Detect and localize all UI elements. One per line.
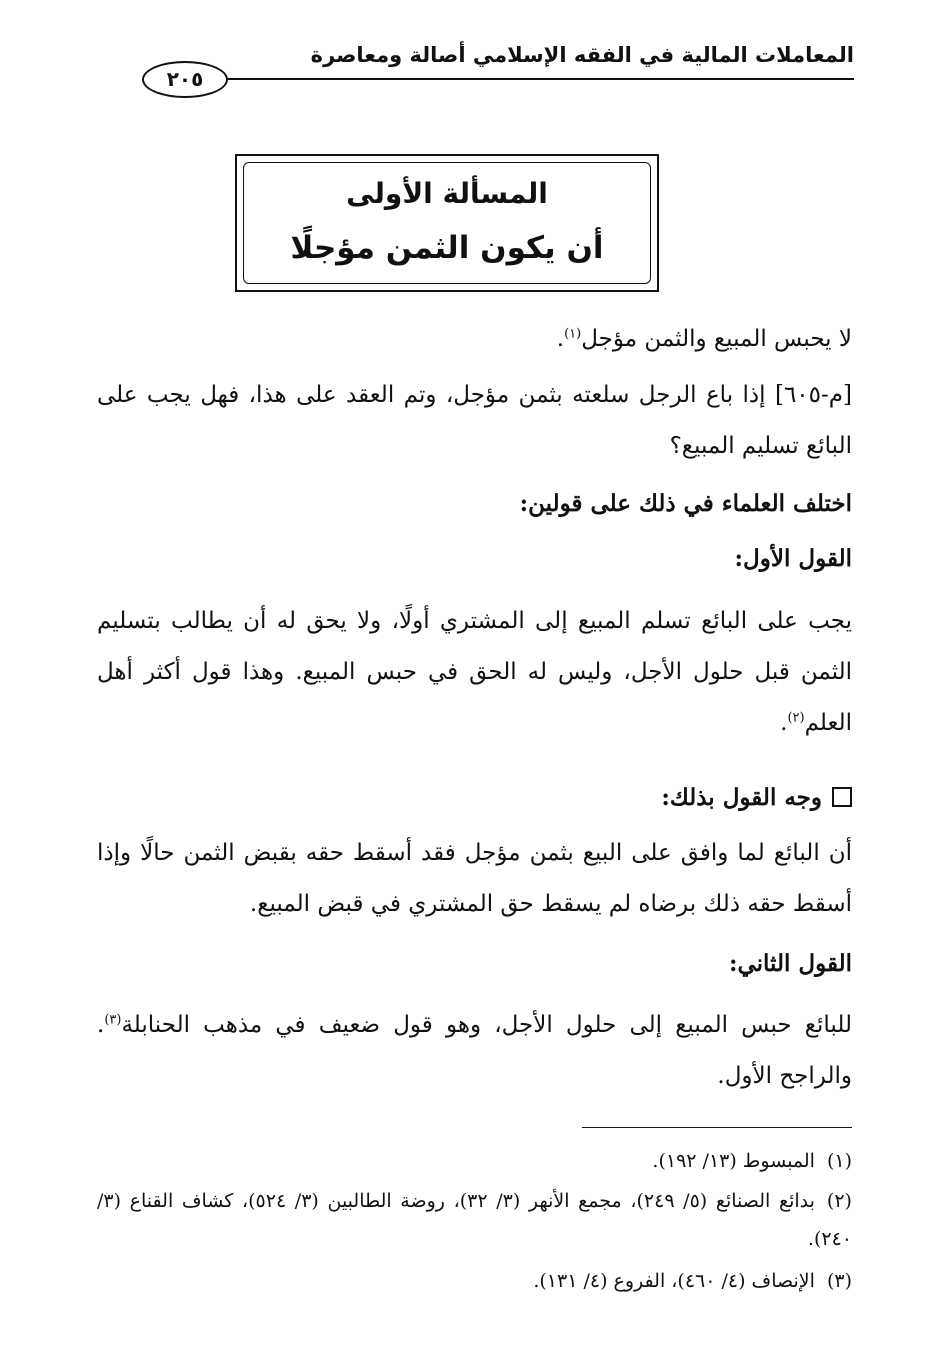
footnote-ref-1: (١) xyxy=(564,326,582,342)
paragraph-4-text: يجب على البائع تسلم المبيع إلى المشتري أولًا، ولا يحق له أن يطالب بتسليم الثمن قبل حلول الأجل، وليس له الحق في حبس المبيع. وهذا قول أكثر أهل العلم xyxy=(97,608,852,736)
paragraph-2: [م-٦٠٥] إذا باع الرجل سلعته بثمن مؤجل، وتم العقد على هذا، فهل يجب على البائع تسليم المبيع؟ xyxy=(97,382,853,459)
footnote-ref-3: (٣) xyxy=(104,1012,122,1028)
footnote-2 xyxy=(97,1182,852,1258)
paragraph-6 xyxy=(97,1000,852,1102)
paragraph-3: اختلف العلماء في ذلك على قولين: xyxy=(519,490,852,517)
paragraph-6-end: . والراجح الأول. xyxy=(97,1012,852,1089)
paragraph-4 xyxy=(97,596,852,749)
paragraph-5: أن البائع لما وافق على البيع بثمن مؤجل فقد أسقط حقه بقبض الثمن حالًا وإذا أسقط حقه ذلك برضاه لم يسقط حق المشتري في قبض المبيع. xyxy=(97,840,852,917)
heading-first-opinion: القول الأول: xyxy=(734,545,852,572)
paragraph-4-end: . xyxy=(780,710,788,736)
paragraph-1-text: لا يحبس المبيع والثمن مؤجل xyxy=(581,326,852,352)
footnote-number: (٣) xyxy=(826,1270,852,1292)
footnote-text: المبسوط (١٣/ ١٩٢). xyxy=(652,1150,815,1172)
heading-second-opinion: القول الثاني: xyxy=(728,950,852,977)
footnote-3 xyxy=(97,1262,852,1300)
paragraph-1 xyxy=(97,314,852,365)
footnote-rule xyxy=(582,1127,852,1128)
footnote-text: بدائع الصنائع (٥/ ٢٤٩)، مجمع الأنهر (٣/ ٣٢)، روضة الطالبين (٣/ ٥٢٤)، كشاف القناع (٣/ ٢٤٠). xyxy=(97,1190,852,1250)
heading-reasoning xyxy=(97,772,852,823)
issue-title: المسألة الأولى xyxy=(346,177,548,210)
page-number: ٢٠٥ xyxy=(142,61,228,98)
running-title: المعاملات المالية في الفقه الإسلامي أصالة ومعاصرة xyxy=(310,43,854,67)
footnote-ref-2: (٢) xyxy=(787,710,805,726)
issue-subtitle: أن يكون الثمن مؤجلًا xyxy=(290,230,604,266)
footnote-number: (١) xyxy=(826,1150,852,1172)
paragraph-6-text: للبائع حبس المبيع إلى حلول الأجل، وهو قول ضعيف في مذهب الحنابلة xyxy=(121,1012,852,1038)
heading-reasoning-text: وجه القول بذلك: xyxy=(661,784,822,811)
paragraph-1-end: . xyxy=(556,326,565,352)
footnote-text: الإنصاف (٤/ ٤٦٠)، الفروع (٤/ ١٣١). xyxy=(533,1270,815,1292)
footnote-number: (٢) xyxy=(826,1190,852,1212)
chapter-title-box xyxy=(235,154,659,292)
square-bullet-icon xyxy=(832,787,852,807)
footnote-1 xyxy=(97,1142,852,1180)
header-rule xyxy=(222,78,854,80)
